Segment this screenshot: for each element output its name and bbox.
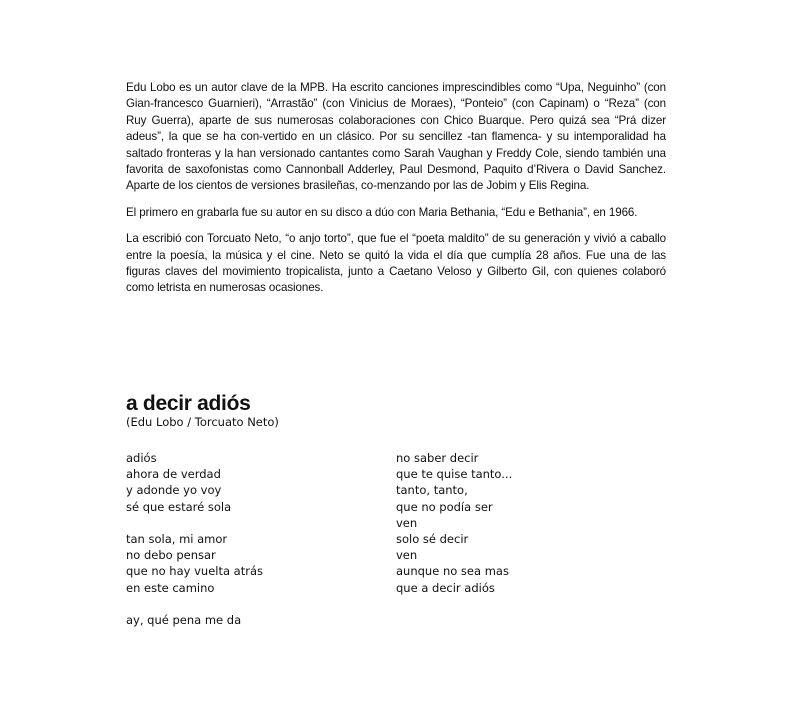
lyric-line: en este camino xyxy=(126,580,215,595)
lyric-line: y adonde yo voy xyxy=(126,483,222,498)
lyric-line: solo sé decir xyxy=(396,532,469,547)
lyric-line: ahora de verdad xyxy=(126,467,221,482)
lyric-line: ven xyxy=(396,548,418,563)
lyric-line: sé que estaré sola xyxy=(126,499,232,514)
lyric-line: que a decir adiós xyxy=(396,580,495,595)
lyric-line: no saber decir xyxy=(396,451,479,465)
lyric-line: tanto, tanto, xyxy=(396,483,468,498)
lyric-line: adiós xyxy=(126,451,157,465)
stanza-gap xyxy=(126,596,263,612)
article-paragraph: La escribió con Torcuato Neto, “o anjo torto”, que fue el “poeta maldito” de su generación y vivió a caballo entre la poesía, la música y el cine. Neto se quitó la vida el día que cumplía 28 años. Fue una de las figuras claves del movimiento tropicalista, junto a Caetano Veloso y Gilberto Gil, con quienes colaboró como letrista en numerosas ocasiones. xyxy=(126,232,666,295)
article-body xyxy=(126,80,666,307)
lyric-line: ven xyxy=(396,515,418,530)
song-title: a decir adiós xyxy=(126,392,251,415)
article-paragraph: El primero en grabarla fue su autor en su disco a dúo con Maria Bethania, “Edu e Bethania”, en 1966. xyxy=(126,205,638,219)
lyric-line: que no podía ser xyxy=(396,499,493,514)
article-paragraph: Edu Lobo es un autor clave de la MPB. Ha escrito canciones imprescindibles como “Upa, Neguinho” (con Gian-francesco Guarnieri), “Arrastão” (con Vinicius de Moraes), “Ponteio” (con Capinam) o “Reza” (con Ruy Guerra), aparte de sus numerosas colaboraciones con Chico Buarque. Pero quizá sea “Prá dizer adeus”, la que se ha con-vertido en un clásico. Por su sencillez -tan flamenca- y su intemporalidad ha saltado fronteras y la han versionado cantantes como Sarah Vaughan y Freddy Cole, siendo también una favorita de saxofonistas como Cannonball Adderley, Paul Desmond, Paquito d’Rivera o David Sanchez. Aparte de los cientos de versiones brasileñas, co-menzando por las de Jobim y Elis Regina. xyxy=(126,81,666,193)
lyrics-right-column xyxy=(396,450,512,596)
lyrics-left-column xyxy=(126,450,263,628)
song-credits: (Edu Lobo / Torcuato Neto) xyxy=(126,415,279,429)
lyric-line: que te quise tanto... xyxy=(396,467,513,482)
lyric-line: aunque no sea mas xyxy=(396,564,509,579)
stanza-gap xyxy=(126,515,263,531)
lyric-line: tan sola, mi amor xyxy=(126,532,228,546)
lyric-line: que no hay vuelta atrás xyxy=(126,564,263,579)
lyric-line: no debo pensar xyxy=(126,548,216,563)
lyric-line: ay, qué pena me da xyxy=(126,613,242,627)
